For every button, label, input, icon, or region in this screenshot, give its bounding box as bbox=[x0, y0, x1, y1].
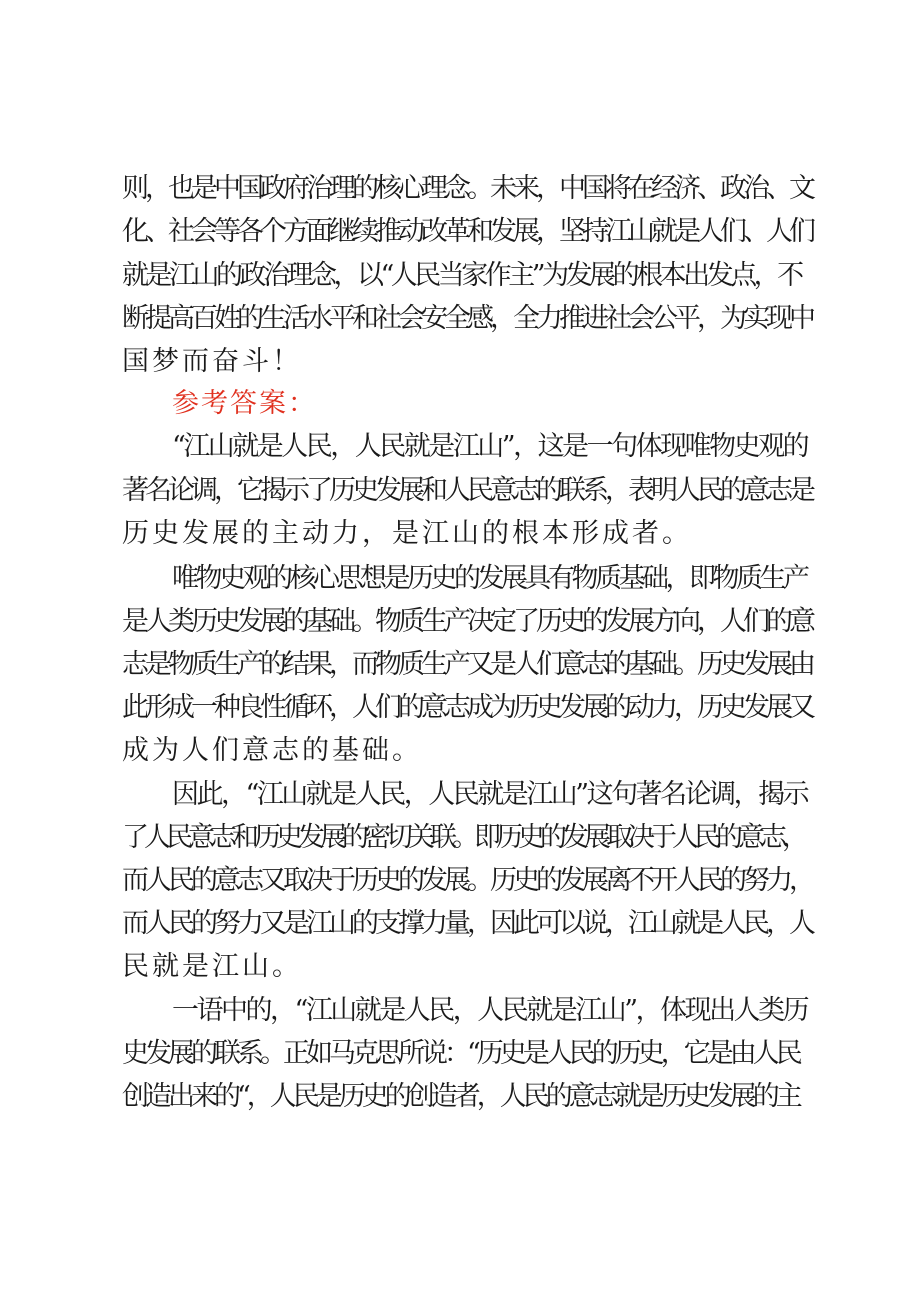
text-line: 著名论调，它揭示了历史发展和人民意志的联系，表明人民的意志是 bbox=[122, 475, 812, 506]
text-line: 因此，“江山就是人民，人民就是江山”这句著名论调，揭示 bbox=[172, 779, 808, 810]
text-line: 创造出来的“，人民是历史的创造者，人民的意志就是历史发展的主 bbox=[122, 1081, 799, 1112]
text-line: 化、社会等各个方面继续推动改革和发展，坚持江山就是人们、人们 bbox=[122, 216, 812, 247]
text-line: 史发展的联系。正如马克思所说：“历史是人民的历史，它是由人民 bbox=[122, 1038, 799, 1069]
text-line: 民就是江山。 bbox=[122, 951, 302, 982]
answer-heading: 参考答案： bbox=[172, 388, 317, 419]
text-line: 此形成一种良性循环，人们的意志成为历史发展的动力，历史发展又 bbox=[122, 692, 812, 723]
text-line: 断提高百姓的生活水平和社会安全感，全力推进社会公平，为实现中 bbox=[122, 303, 812, 334]
text-line: 一语中的，“江山就是人民，人民就是江山”，体现出人类历 bbox=[172, 995, 808, 1026]
text-line: “江山就是人民，人民就是江山”，这是一句体现唯物史观的 bbox=[172, 431, 808, 462]
text-line: 就是江山的政治理念，以“人民当家作主”为发展的根本出发点，不 bbox=[122, 260, 801, 291]
text-line: 唯物史观的核心思想是历史的发展具有物质基础，即物质生产 bbox=[172, 563, 807, 594]
text-line: 则，也是中国政府治理的核心理念。未来，中国将在经济、政治、文 bbox=[122, 173, 812, 204]
text-line: 而人民的努力又是江山的支撑力量，因此可以说，江山就是人民，人 bbox=[122, 908, 812, 939]
text-line: 成为人们意志的基础。 bbox=[122, 735, 422, 766]
text-line: 了人民意志和历史发展的密切关联。即历史的发展取决于人民的意志， bbox=[122, 822, 804, 853]
text-line: 是人类历史发展的基础。物质生产决定了历史的发展方向，人们的意 bbox=[122, 606, 812, 637]
text-line: 而人民的意志又取决于历史的发展。历史的发展离不开人民的努力， bbox=[122, 865, 812, 896]
text-line: 志是物质生产的结果，而物质生产又是人们意志的基础。历史发展由 bbox=[122, 649, 812, 680]
text-line: 国梦而奋斗！ bbox=[122, 346, 302, 377]
text-line: 历史发展的主动力，是江山的根本形成者。 bbox=[122, 518, 692, 549]
